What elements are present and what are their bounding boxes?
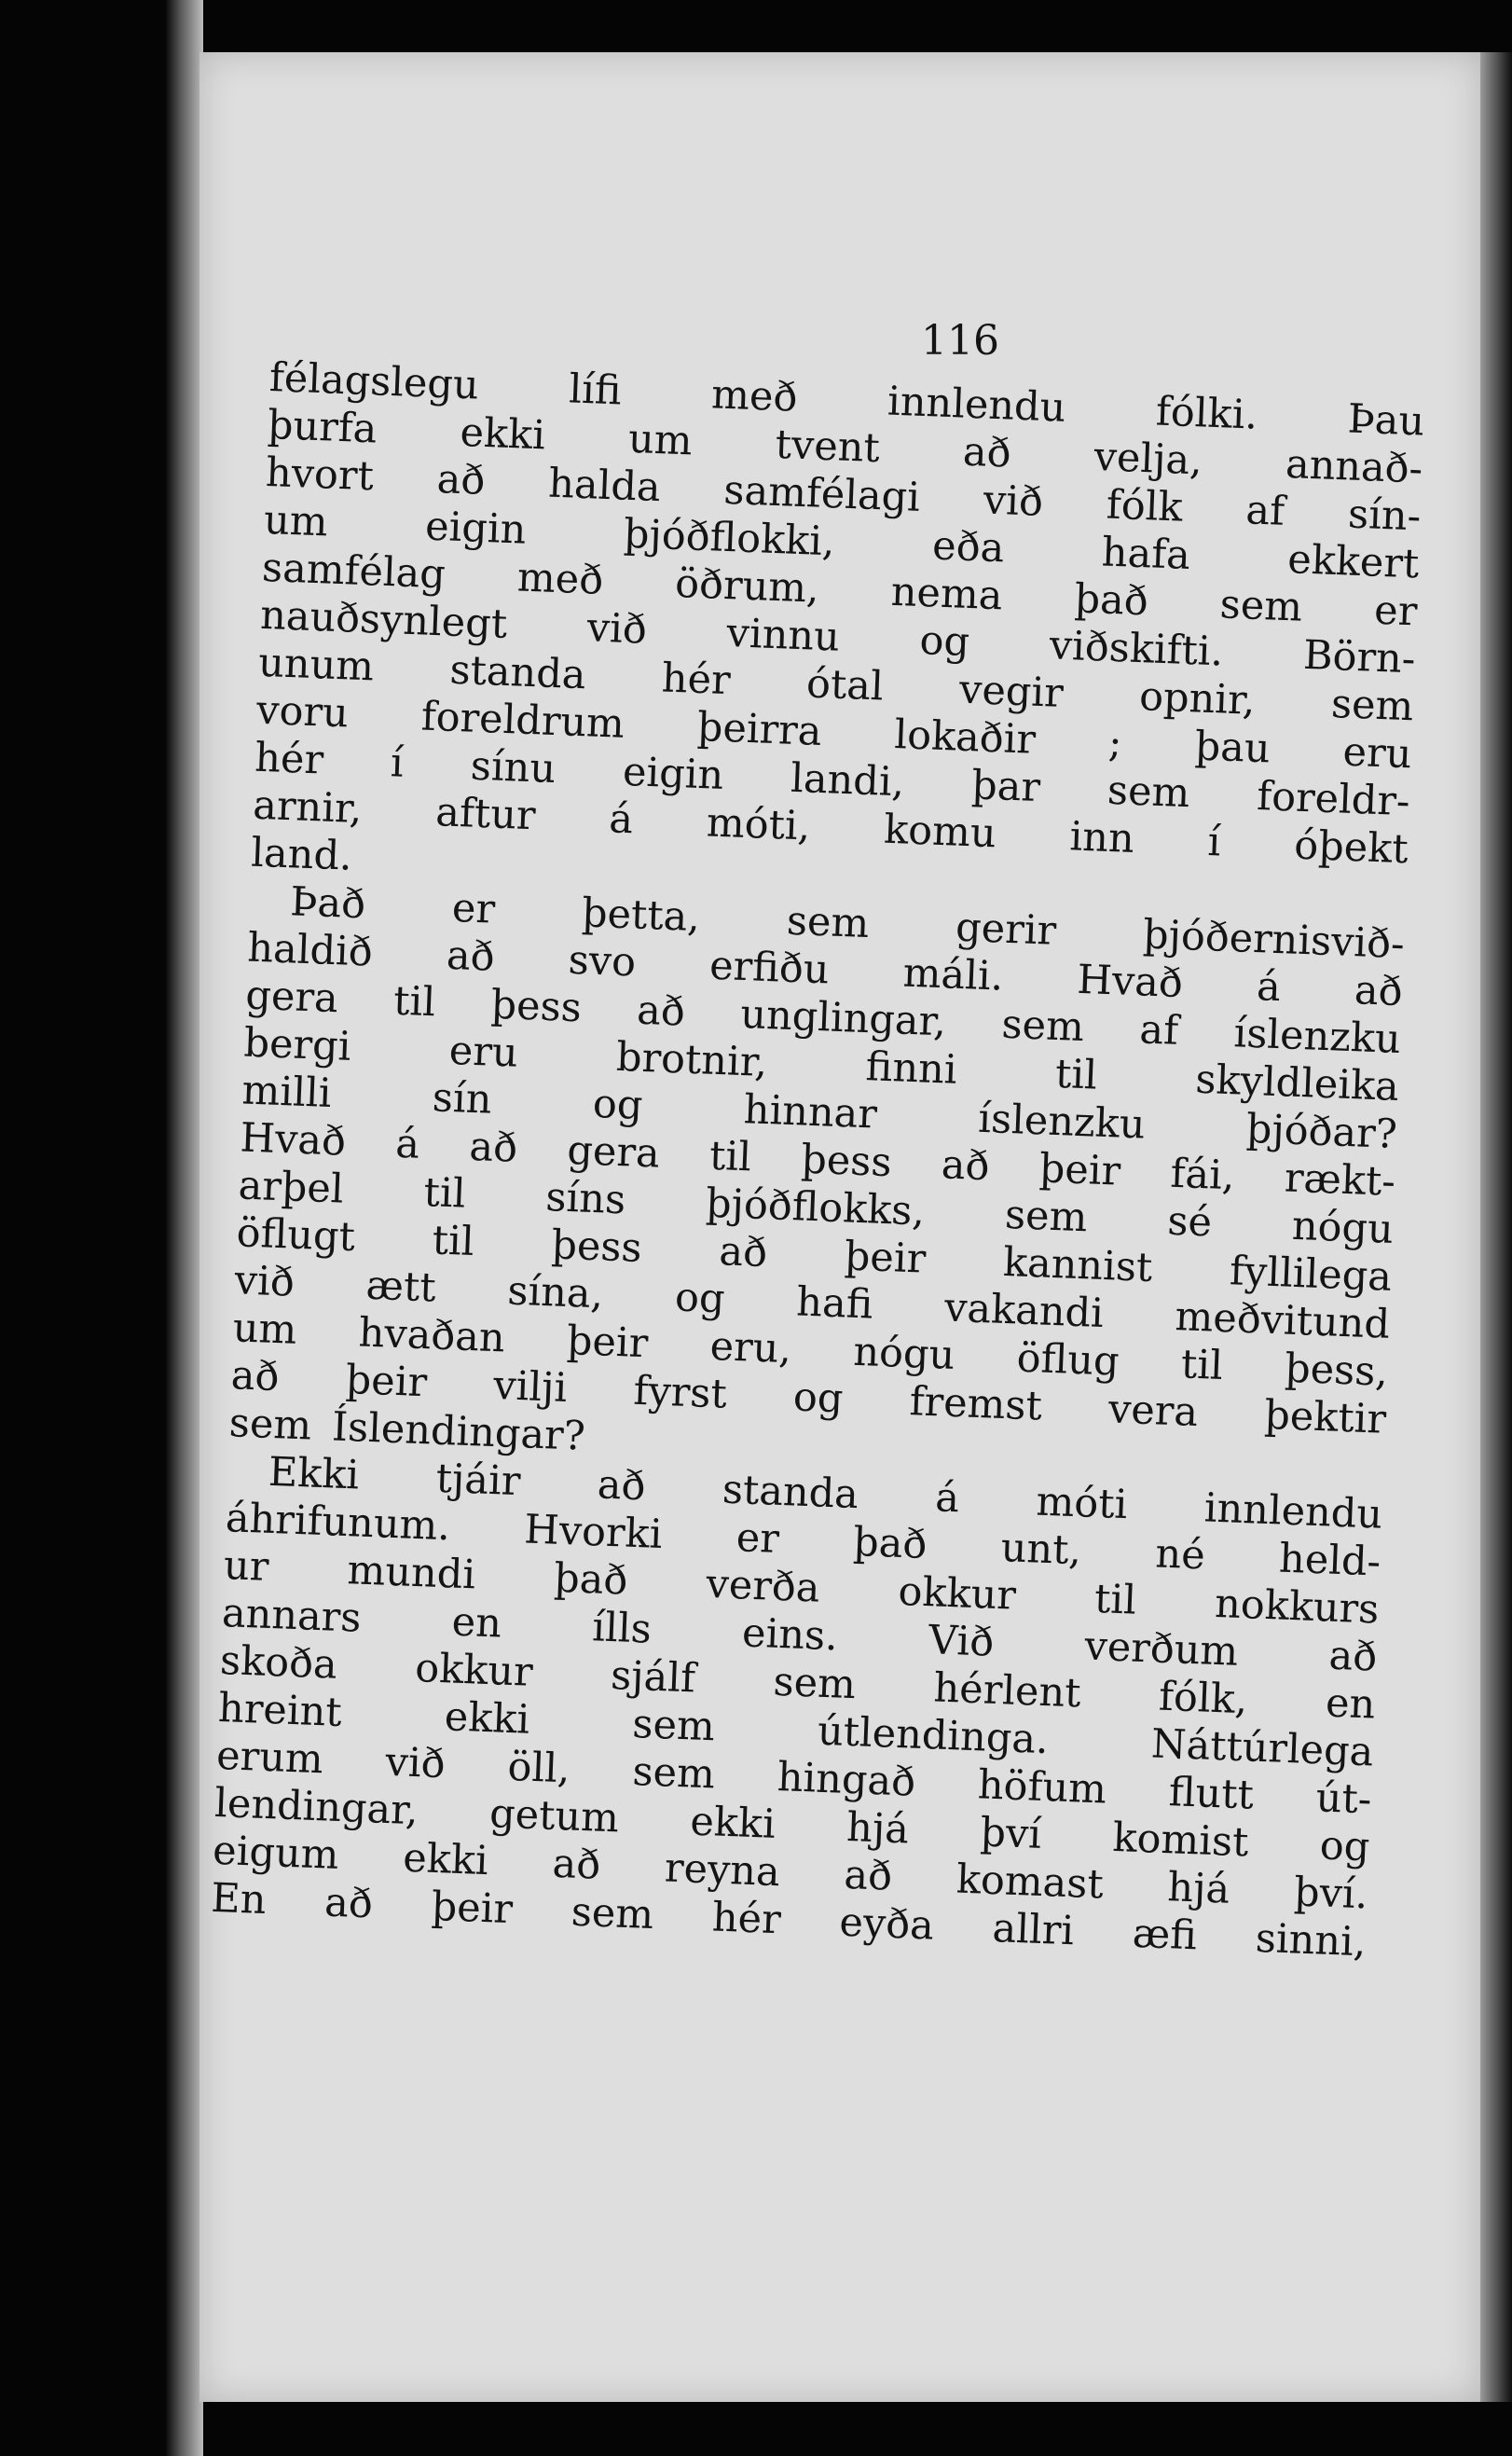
word: þess, bbox=[1284, 1345, 1389, 1396]
word: um bbox=[231, 1304, 298, 1354]
word: félagslegu bbox=[268, 354, 480, 409]
word: að bbox=[940, 1141, 991, 1191]
word: og bbox=[1318, 1822, 1371, 1871]
word: hinnar bbox=[742, 1086, 878, 1138]
word: við bbox=[585, 604, 648, 654]
word: ætt bbox=[364, 1262, 437, 1312]
word: og bbox=[918, 616, 970, 667]
word: né bbox=[1154, 1530, 1206, 1580]
word: vinnu bbox=[725, 610, 841, 661]
word: útlendinga. bbox=[817, 1707, 1050, 1764]
word: sinni, bbox=[1254, 1914, 1368, 1966]
word: að bbox=[446, 931, 496, 981]
word: með bbox=[516, 554, 605, 604]
word: allri bbox=[991, 1905, 1076, 1955]
word: nema bbox=[889, 568, 1004, 620]
word: að bbox=[1327, 1632, 1379, 1681]
word: mundi bbox=[346, 1547, 476, 1599]
word: finni bbox=[864, 1043, 958, 1094]
word: lífi bbox=[568, 366, 623, 415]
word: ekki bbox=[402, 1834, 489, 1885]
word: samfélag bbox=[261, 544, 447, 599]
word: þjóðar? bbox=[1245, 1105, 1398, 1158]
word: vegir bbox=[958, 666, 1065, 717]
word: lokaðir bbox=[893, 711, 1037, 764]
word: landi, bbox=[790, 754, 906, 807]
word: öll, bbox=[506, 1743, 571, 1793]
word: viðskifti. bbox=[1048, 622, 1225, 676]
word: þetta, bbox=[581, 890, 701, 942]
word: foreldrum bbox=[419, 693, 625, 748]
word: Náttúrlega bbox=[1150, 1720, 1375, 1776]
word: að bbox=[323, 1879, 374, 1928]
word: þeirra bbox=[696, 703, 823, 755]
word: til bbox=[431, 1217, 475, 1266]
word: þeir bbox=[566, 1318, 650, 1368]
word: okkur bbox=[414, 1645, 534, 1696]
word: að bbox=[468, 1123, 519, 1172]
word: af bbox=[1244, 487, 1286, 535]
word: sína, bbox=[506, 1267, 605, 1318]
word: gerir bbox=[955, 904, 1058, 955]
word: því. bbox=[1293, 1869, 1369, 1919]
word: svo bbox=[567, 936, 637, 987]
word: milli bbox=[241, 1067, 333, 1118]
word: eigin bbox=[622, 748, 725, 799]
word: að bbox=[718, 1228, 768, 1277]
word: hingað bbox=[776, 1754, 916, 1806]
word: á bbox=[608, 795, 635, 844]
word: til bbox=[1093, 1575, 1137, 1624]
word: bergi bbox=[242, 1019, 352, 1070]
word: velja, bbox=[1093, 434, 1203, 485]
word: móti, bbox=[706, 799, 812, 850]
word: ekki bbox=[443, 1693, 531, 1744]
word: hafa bbox=[1100, 529, 1191, 580]
word: Hvað bbox=[1076, 956, 1184, 1008]
book-gutter-shadow bbox=[166, 0, 203, 2456]
word: þjóðernisvið- bbox=[1142, 911, 1406, 969]
word: sem bbox=[1330, 680, 1415, 731]
word: Hvorki bbox=[523, 1506, 664, 1559]
word: það bbox=[852, 1518, 928, 1568]
word: að bbox=[843, 1851, 894, 1900]
word: vilji bbox=[492, 1362, 569, 1413]
word: haldið bbox=[246, 924, 374, 976]
word: þeir bbox=[844, 1233, 928, 1283]
word: er bbox=[735, 1514, 780, 1563]
word: þektir bbox=[1263, 1391, 1387, 1443]
word: þeir bbox=[430, 1883, 514, 1934]
word: á bbox=[394, 1120, 421, 1168]
word: foreldr- bbox=[1256, 772, 1411, 826]
word: sé bbox=[1166, 1197, 1213, 1247]
word: komu bbox=[883, 806, 997, 858]
word: ur bbox=[223, 1542, 270, 1591]
word: eigum bbox=[212, 1827, 340, 1879]
word: fólk bbox=[1105, 481, 1184, 531]
word: til bbox=[708, 1132, 752, 1181]
word: að bbox=[551, 1840, 602, 1889]
word: er bbox=[1373, 586, 1419, 636]
word: og bbox=[792, 1373, 845, 1423]
word: unt, bbox=[999, 1525, 1083, 1575]
word: á bbox=[1256, 963, 1282, 1012]
word: til bbox=[1054, 1050, 1098, 1099]
word: móti bbox=[1035, 1478, 1129, 1529]
word: ekkert bbox=[1286, 536, 1421, 588]
word: sem bbox=[1218, 581, 1304, 631]
word: En bbox=[210, 1874, 268, 1925]
word: til bbox=[422, 1169, 467, 1218]
word: Þau bbox=[1346, 395, 1426, 446]
word: öflugt bbox=[235, 1209, 356, 1262]
word: nógu bbox=[1291, 1202, 1395, 1253]
word: sem bbox=[1004, 1191, 1089, 1242]
word: innlendu bbox=[887, 378, 1067, 432]
word: en bbox=[1325, 1679, 1377, 1729]
word: eða bbox=[931, 522, 1006, 573]
word: fái, bbox=[1169, 1150, 1236, 1200]
word: um bbox=[263, 496, 329, 546]
word: verðum bbox=[1083, 1622, 1240, 1676]
word: sem bbox=[1107, 766, 1191, 818]
word: land. bbox=[250, 829, 353, 880]
word: halda bbox=[547, 460, 662, 512]
word: þau bbox=[1193, 723, 1271, 773]
word: hér bbox=[711, 1894, 782, 1944]
word: hérlent bbox=[932, 1664, 1082, 1718]
word: flutt bbox=[1167, 1769, 1255, 1819]
word: nógu bbox=[852, 1328, 956, 1379]
word: á bbox=[934, 1474, 960, 1523]
word: unglingar, bbox=[739, 990, 948, 1046]
word: þeir bbox=[344, 1356, 428, 1407]
word: nokkurs bbox=[1214, 1580, 1381, 1634]
word: reyna bbox=[664, 1844, 781, 1897]
word: okkur bbox=[897, 1567, 1017, 1620]
word: skoða bbox=[219, 1636, 338, 1689]
word: það bbox=[553, 1554, 629, 1605]
word: hjá bbox=[845, 1803, 910, 1854]
word: Íslendingar? bbox=[331, 1403, 586, 1460]
word: annars bbox=[221, 1590, 363, 1642]
word: tjáir bbox=[434, 1455, 522, 1506]
word: opnir, bbox=[1138, 673, 1257, 724]
page-edge-shadow bbox=[1480, 52, 1512, 2402]
word: hér bbox=[254, 734, 324, 784]
word: vakandi bbox=[943, 1284, 1105, 1338]
word: æfi bbox=[1131, 1910, 1198, 1960]
word: annað- bbox=[1285, 440, 1424, 493]
word: meðvitund bbox=[1174, 1293, 1391, 1348]
word: komast bbox=[955, 1856, 1105, 1909]
word: Við bbox=[928, 1617, 996, 1666]
word: þurfa bbox=[267, 401, 378, 453]
word: verða bbox=[705, 1560, 821, 1612]
word: inn bbox=[1068, 813, 1135, 862]
word: eru bbox=[447, 1027, 519, 1077]
word: í bbox=[390, 739, 405, 787]
word: öflug bbox=[1015, 1334, 1120, 1386]
word: fólki. bbox=[1155, 388, 1258, 439]
word: samfélagi bbox=[722, 466, 921, 521]
word: sem bbox=[228, 1400, 313, 1450]
word: þess bbox=[489, 981, 583, 1032]
word: sín- bbox=[1347, 490, 1423, 541]
word: þjóðflokks, bbox=[705, 1180, 927, 1235]
word: gera bbox=[566, 1126, 661, 1178]
word: út- bbox=[1314, 1774, 1373, 1824]
word: sem bbox=[786, 897, 871, 948]
word: fólk, bbox=[1158, 1673, 1249, 1724]
word: eigin bbox=[424, 503, 528, 554]
word: getum bbox=[488, 1790, 620, 1842]
word: en bbox=[450, 1598, 502, 1648]
word: lendingar, bbox=[213, 1779, 419, 1835]
word: og bbox=[674, 1274, 726, 1323]
word: er bbox=[451, 884, 497, 933]
word: til bbox=[392, 977, 437, 1027]
word: arþel bbox=[237, 1162, 345, 1213]
word: standa bbox=[448, 646, 587, 699]
word: voru bbox=[255, 686, 350, 738]
word: rækt- bbox=[1284, 1154, 1396, 1206]
word: þeir bbox=[1038, 1145, 1122, 1195]
word: ekki bbox=[689, 1798, 777, 1848]
word: gera bbox=[244, 972, 339, 1023]
word: að bbox=[435, 455, 487, 504]
word: því bbox=[979, 1809, 1043, 1858]
word: Það bbox=[289, 878, 366, 929]
word: til bbox=[1180, 1341, 1224, 1390]
word: sem bbox=[1000, 1000, 1085, 1052]
word: fremst bbox=[908, 1378, 1043, 1430]
word: þess bbox=[800, 1136, 893, 1187]
word: eru, bbox=[708, 1322, 793, 1373]
word: eins. bbox=[741, 1609, 839, 1661]
word: af bbox=[1138, 1006, 1179, 1055]
word: sínu bbox=[469, 742, 557, 793]
word: Börn- bbox=[1302, 631, 1417, 683]
body-text bbox=[210, 354, 1425, 1966]
word: um bbox=[627, 415, 694, 465]
word: þess bbox=[550, 1221, 643, 1272]
word: að bbox=[1354, 967, 1404, 1016]
word: í bbox=[1206, 819, 1222, 866]
word: við bbox=[384, 1738, 447, 1788]
word: eyða bbox=[838, 1898, 935, 1950]
word: tvent bbox=[774, 421, 881, 473]
word: vera bbox=[1107, 1386, 1199, 1437]
word: máli. bbox=[901, 949, 1005, 1000]
word: sem bbox=[772, 1658, 857, 1709]
word: erfiðu bbox=[708, 942, 831, 994]
word: við bbox=[233, 1257, 296, 1306]
word: Ekki bbox=[268, 1448, 361, 1499]
word: óþekt bbox=[1293, 821, 1409, 874]
word: hafi bbox=[795, 1278, 874, 1329]
word: aftur bbox=[434, 789, 537, 840]
word: með bbox=[710, 371, 799, 421]
word: sem bbox=[631, 1701, 716, 1751]
word: Hvað bbox=[239, 1114, 347, 1166]
word: við bbox=[983, 476, 1044, 526]
word: erum bbox=[215, 1732, 324, 1784]
word: að bbox=[636, 987, 686, 1036]
word: höfum bbox=[977, 1761, 1107, 1814]
word: þjóðflokki, bbox=[623, 510, 836, 566]
word: innlendu bbox=[1203, 1484, 1383, 1538]
word: hreint bbox=[217, 1684, 343, 1736]
page-number: 116 bbox=[921, 317, 999, 365]
word: sem bbox=[570, 1888, 655, 1939]
word: brotnir, bbox=[615, 1033, 769, 1087]
word: held- bbox=[1278, 1535, 1382, 1586]
word: áhrifunum. bbox=[225, 1495, 451, 1551]
word: hvaðan bbox=[357, 1309, 506, 1362]
word: sín bbox=[432, 1074, 493, 1124]
word: ílls bbox=[591, 1604, 653, 1653]
word: að bbox=[962, 428, 1012, 477]
word: að bbox=[229, 1352, 281, 1401]
word: ótal bbox=[805, 660, 885, 711]
word: komist bbox=[1111, 1814, 1250, 1867]
word: eru bbox=[1341, 728, 1413, 779]
word: síns bbox=[544, 1174, 627, 1224]
word: arnir, bbox=[252, 781, 364, 834]
word: að bbox=[596, 1461, 647, 1511]
word: það bbox=[1073, 575, 1149, 626]
word: hér bbox=[660, 655, 732, 705]
word: hjá bbox=[1166, 1864, 1231, 1913]
word: kannist bbox=[1002, 1238, 1154, 1292]
word: nauðsynlegt bbox=[259, 591, 509, 648]
word: fyllilega bbox=[1229, 1248, 1393, 1301]
word: og bbox=[592, 1080, 644, 1129]
word: ; bbox=[1107, 719, 1123, 767]
word: íslenzku bbox=[1232, 1010, 1402, 1064]
word: standa bbox=[722, 1466, 859, 1519]
word: unum bbox=[257, 639, 376, 691]
word: þar bbox=[970, 762, 1041, 812]
word: öðrum, bbox=[674, 559, 820, 613]
word: fyrst bbox=[632, 1367, 728, 1418]
word: íslenzku bbox=[977, 1095, 1147, 1149]
word: sjálf bbox=[610, 1652, 696, 1703]
word: skyldleika bbox=[1194, 1056, 1400, 1111]
word: ekki bbox=[459, 408, 546, 460]
word: sem bbox=[631, 1748, 716, 1799]
word: hvort bbox=[265, 448, 375, 501]
